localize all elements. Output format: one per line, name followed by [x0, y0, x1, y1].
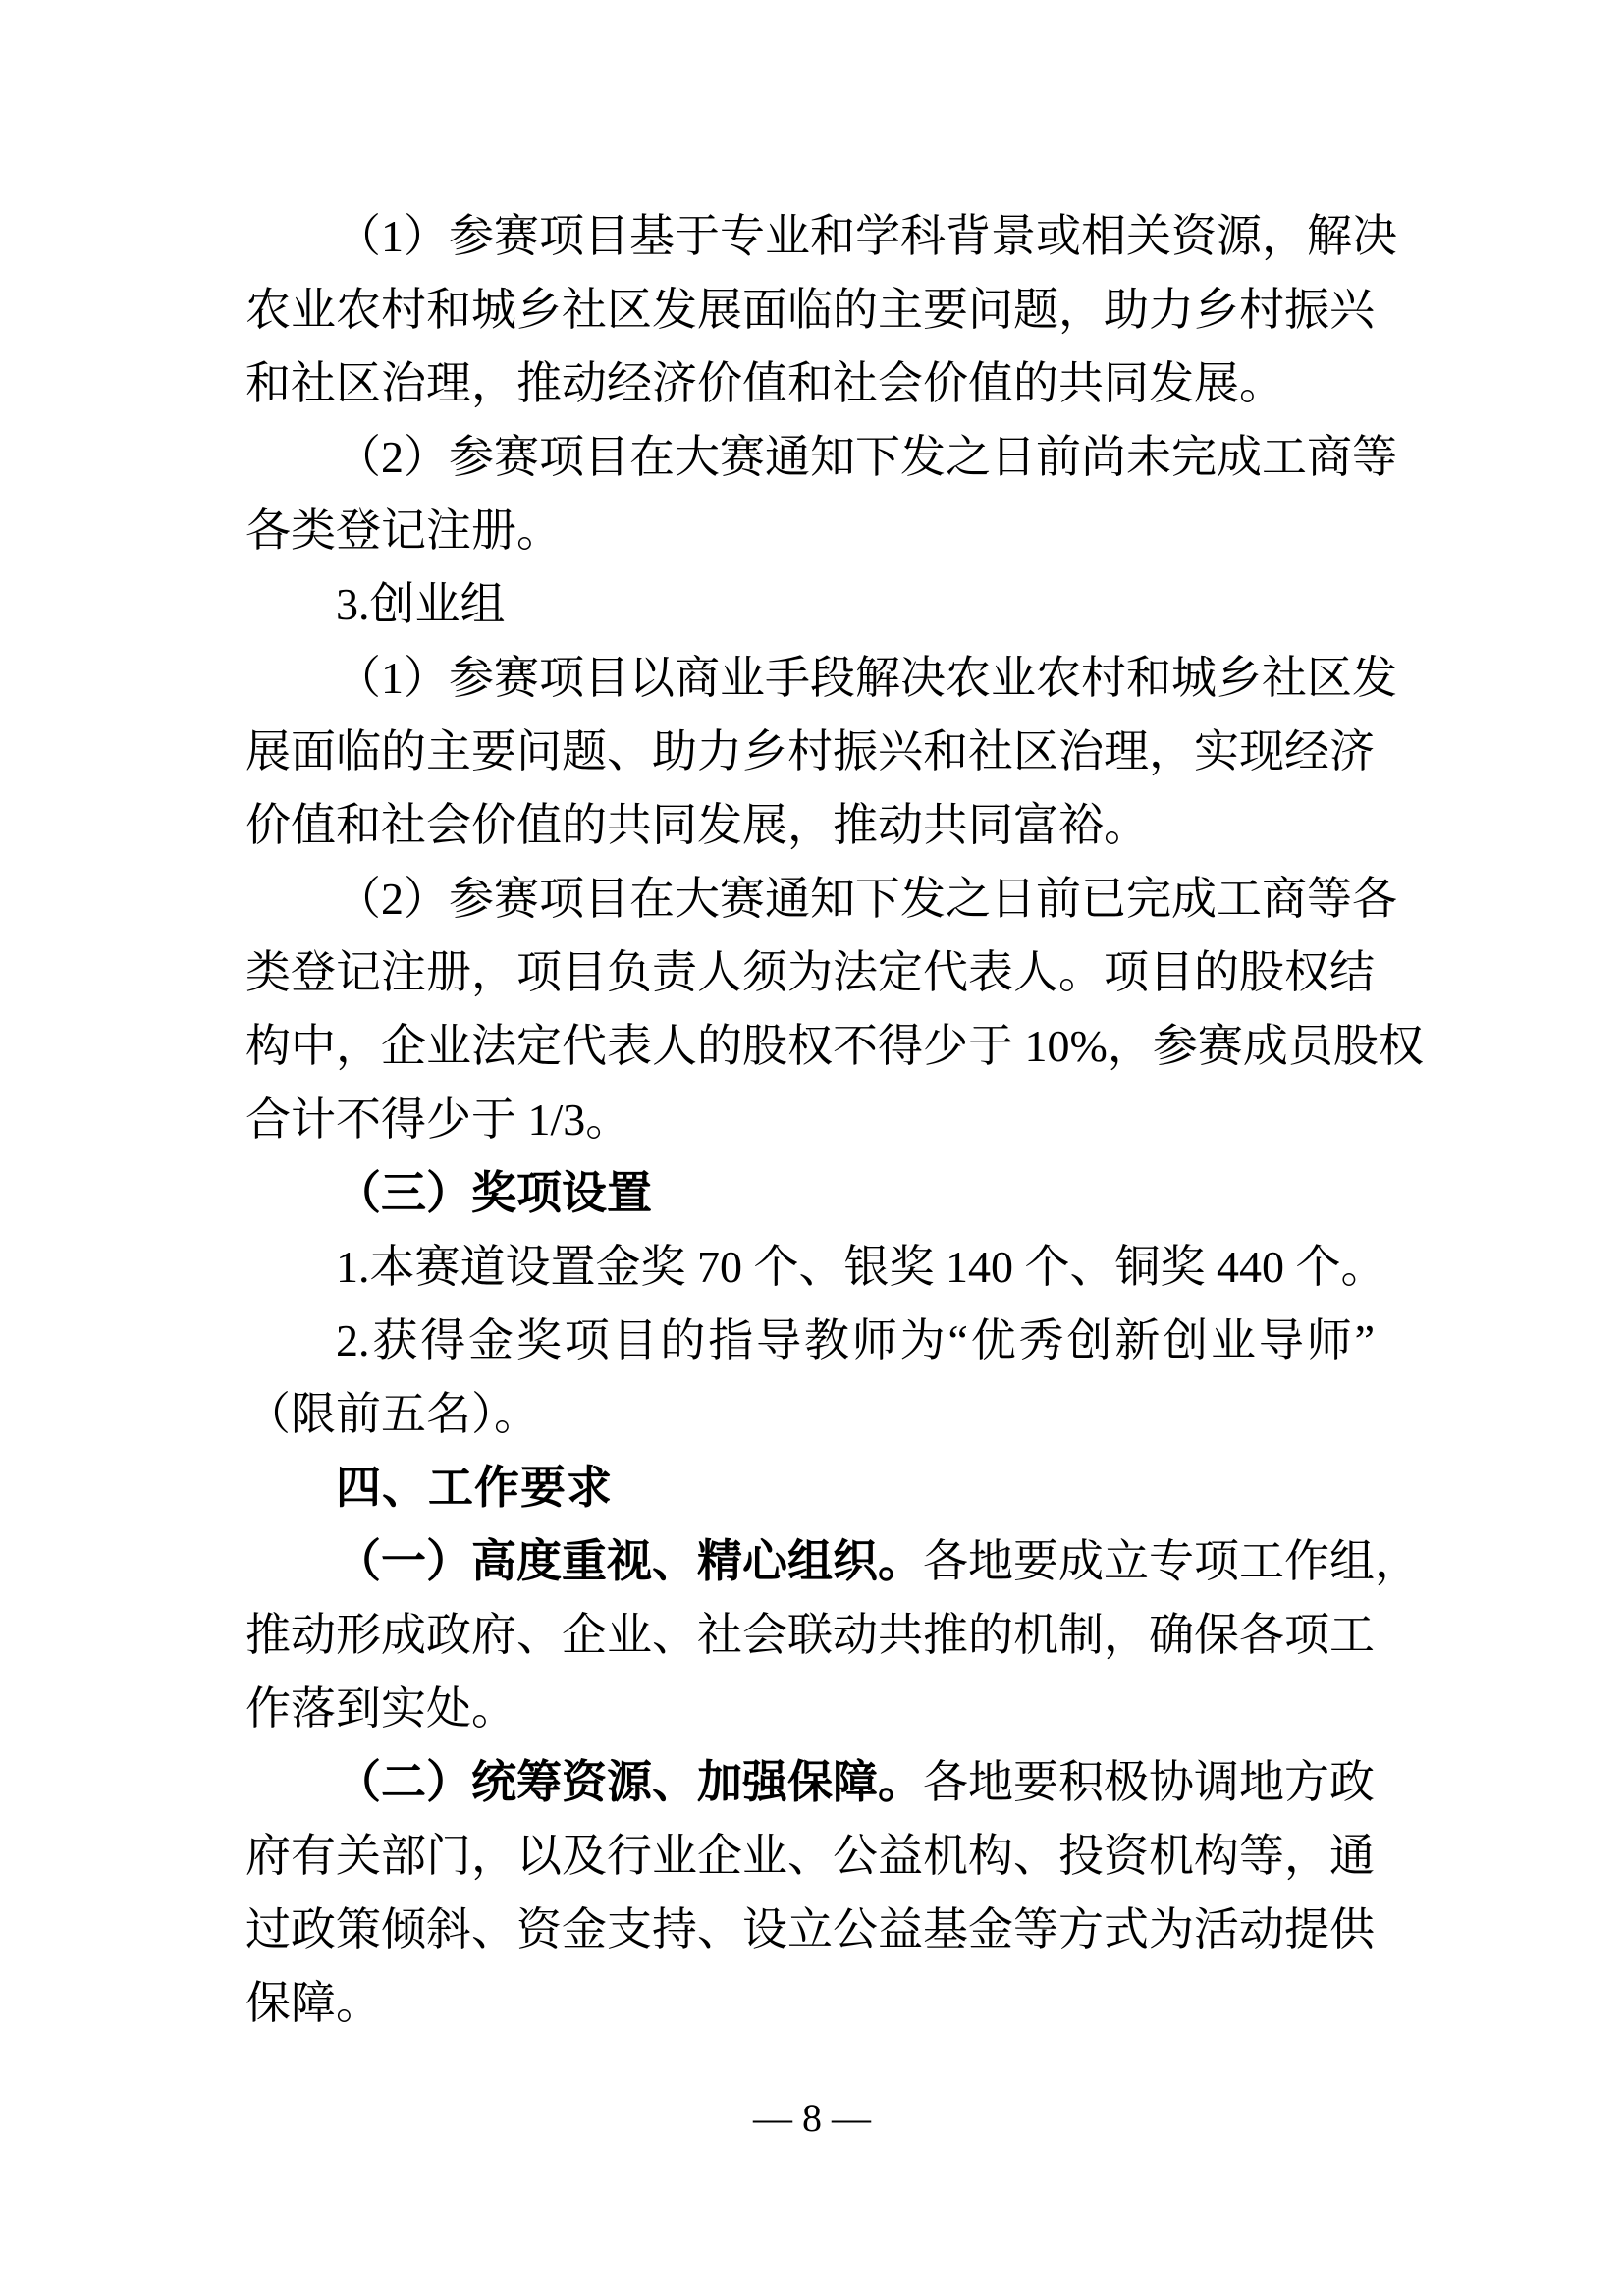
- body-text: 农业农村和城乡社区发展面临的主要问题，助力乡村振兴: [245, 285, 1375, 335]
- text-line: [245, 1156, 1375, 1230]
- text-line: [245, 715, 1375, 788]
- body-text: 展面临的主要问题、助力乡村振兴和社区治理，实现经济: [245, 726, 1375, 776]
- body-text: 3.创业组: [336, 579, 506, 629]
- body-text: 过政策倾斜、资金支持、设立公益基金等方式为活动提供: [245, 1904, 1375, 1954]
- text-line: [245, 1745, 1375, 1819]
- text-line: [245, 788, 1375, 862]
- kaiti-heading-text: （三）奖项设置: [336, 1168, 652, 1218]
- text-line: [245, 1009, 1424, 1083]
- body-text: （1）参赛项目以商业手段解决农业农村和城乡社区发: [336, 653, 1397, 703]
- body-text: 府有关部门，以及行业企业、公益机构、投资机构等，通: [245, 1831, 1375, 1881]
- text-line: [245, 420, 1397, 494]
- text-line: [245, 641, 1397, 715]
- page-number: — 8 —: [753, 2096, 871, 2140]
- text-line: [245, 1451, 1375, 1524]
- text-line: [245, 273, 1375, 347]
- text-line: [245, 567, 1375, 641]
- text-line: [245, 1893, 1375, 1966]
- text-line: [245, 494, 1375, 567]
- text-line: [245, 1819, 1375, 1893]
- page-footer: [0, 2087, 1624, 2150]
- text-line: [245, 935, 1375, 1009]
- body-text: （2）参赛项目在大赛通知下发之日前尚未完成工商等: [336, 432, 1397, 482]
- body-text: 各地要积极协调地方政: [923, 1757, 1375, 1807]
- text-line: [245, 1230, 1386, 1304]
- text-line: [245, 1083, 1375, 1156]
- body-text: 2.获得金奖项目的指导教师为“优秀创新创业导师”: [336, 1315, 1375, 1365]
- text-line: [245, 1598, 1375, 1672]
- body-text: 和社区治理，推动经济价值和社会价值的共同发展。: [245, 358, 1284, 408]
- body-text: （1）参赛项目基于专业和学科背景或相关资源，解决: [336, 211, 1397, 261]
- text-line: [245, 1524, 1420, 1598]
- text-line: [245, 1672, 1375, 1745]
- body-text: 构中，企业法定代表人的股权不得少于 10%，参赛成员股权: [245, 1021, 1424, 1071]
- body-text: 各地要成立专项工作组，: [923, 1536, 1420, 1586]
- text-line: [245, 347, 1375, 420]
- text-line: [245, 862, 1397, 935]
- text-line: [245, 1304, 1375, 1377]
- body-text: 各类登记注册。: [245, 506, 562, 556]
- body-text: （限前五名）。: [245, 1389, 539, 1439]
- kaiti-heading-text: （一）高度重视、精心组织。: [336, 1536, 923, 1586]
- body-text: 合计不得少于 1/3。: [245, 1095, 631, 1145]
- section-heading-text: 四、工作要求: [336, 1462, 613, 1513]
- text-line: [245, 1377, 1375, 1451]
- body-text: （2）参赛项目在大赛通知下发之日前已完成工商等各: [336, 874, 1397, 924]
- text-line: [245, 1966, 1375, 2040]
- body-text: 价值和社会价值的共同发展，推动共同富裕。: [245, 800, 1149, 850]
- text-line: [245, 199, 1397, 273]
- body-text: 保障。: [245, 1978, 381, 2028]
- body-text: 类登记注册，项目负责人须为法定代表人。项目的股权结: [245, 947, 1375, 997]
- body-text: 1.本赛道设置金奖 70 个、银奖 140 个、铜奖 440 个。: [336, 1242, 1386, 1292]
- document-body: [245, 199, 1424, 2040]
- body-text: 推动形成政府、企业、社会联动共推的机制，确保各项工: [245, 1610, 1375, 1660]
- body-text: 作落到实处。: [245, 1683, 516, 1734]
- kaiti-heading-text: （二）统筹资源、加强保障。: [336, 1757, 923, 1807]
